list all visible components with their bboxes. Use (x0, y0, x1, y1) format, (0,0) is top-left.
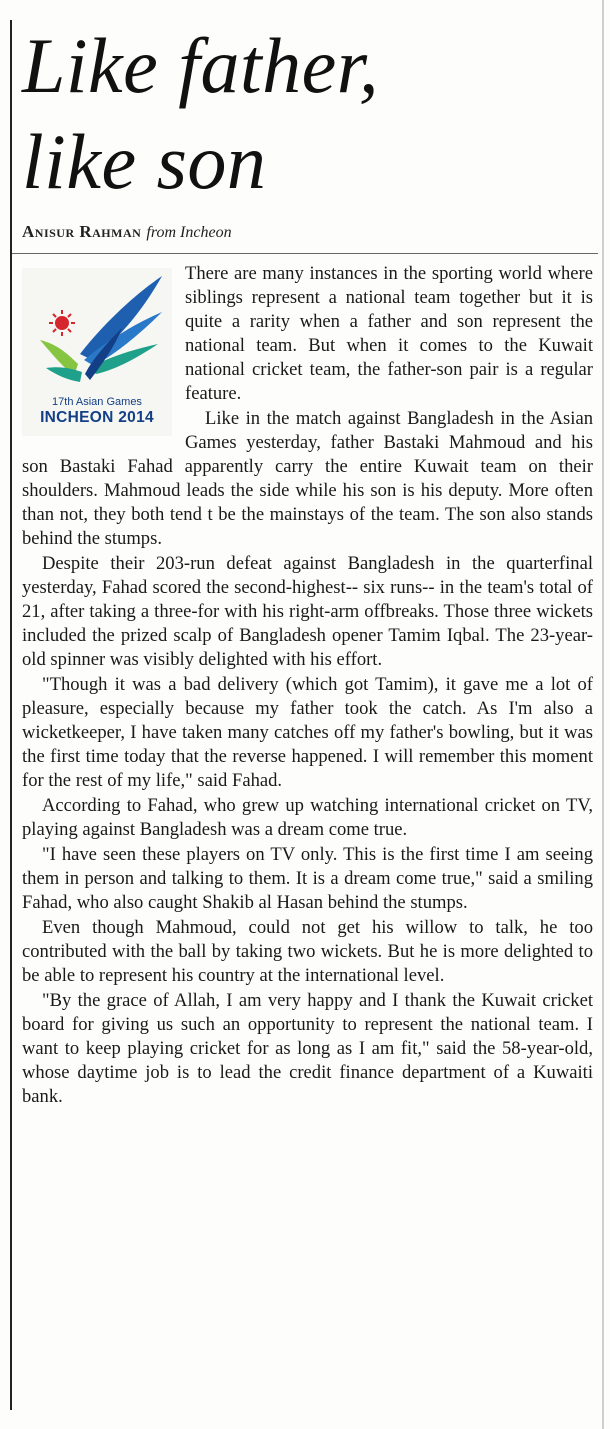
author-name: Anisur Rahman (22, 222, 142, 241)
article-body (22, 262, 593, 1110)
paragraph: Despite their 203-run defeat against Bangladesh in the quarterfinal yesterday, Fahad scored the second-highest-- six runs-- in the team's total of 21, after taking a three-for with his right-arm offbreaks. Those three wickets included the prized scalp of Bangladesh opener Tamim Iqbal. The 23-year-old spinner was visibly delighted with his effort. (22, 553, 593, 670)
paragraph: "I have seen these players on TV only. This is the first time I am seeing them in person and talking to them. It is a dream come true," said a smiling Fahad, who also caught Shakib al Hasan behind the stumps. (22, 844, 593, 913)
paragraph: Even though Mahmoud, could not get his willow to talk, he too contributed with the ball by taking two wickets. But he is more delighted to be able to represent his country at the international level. (22, 917, 593, 986)
paragraph: "Though it was a bad delivery (which got Tamim), it gave me a lot of pleasure, especially because my father took the catch. As I'm also a wicketkeeper, I have taken many catches off my father's bowling, but it was the first time today that the reverse happened. I will remember this moment for the rest of my life," said Fahad. (22, 674, 593, 791)
logo-caption: 17th Asian Games (52, 396, 142, 408)
logo-title: INCHEON 2014 (40, 409, 154, 426)
headline (22, 18, 592, 210)
paragraph: According to Fahad, who grew up watching international cricket on TV, playing against Bangladesh was a dream come true. (22, 795, 593, 840)
paragraph: Like in the match against Bangladesh in the Asian Games yesterday, father Bastaki Mahmoud and his son Bastaki Fahad apparently carry the entire Kuwait team on their shoulders. Mahmoud leads the side while his son is his deputy. More often than not, they both tend t be the mainstays of the team. The son also stands behind the stumps. (22, 408, 593, 549)
paragraph: "By the grace of Allah, I am very happy and I thank the Kuwait cricket board for giving us such an opportunity to represent the national team. I want to keep playing cricket for as long as I am fit," said the 58-year-old, whose daytime job is to lead the credit finance department of a Kuwaiti bank. (22, 990, 593, 1107)
headline-line-2: like son (22, 118, 267, 205)
logo-spacer (22, 262, 185, 444)
right-column-rule (602, 0, 604, 1429)
left-column-rule (10, 20, 12, 1410)
headline-line-1: Like father, (22, 22, 379, 109)
dateline-location: from Incheon (146, 224, 232, 241)
byline (22, 222, 232, 242)
byline-divider (12, 253, 598, 254)
paragraph: There are many instances in the sporting world where siblings represent a national team together but it is quite a rarity when a father and son represent the national team. But when it comes to the Kuwait national cricket team, the father-son pair is a regular feature. (185, 263, 593, 404)
